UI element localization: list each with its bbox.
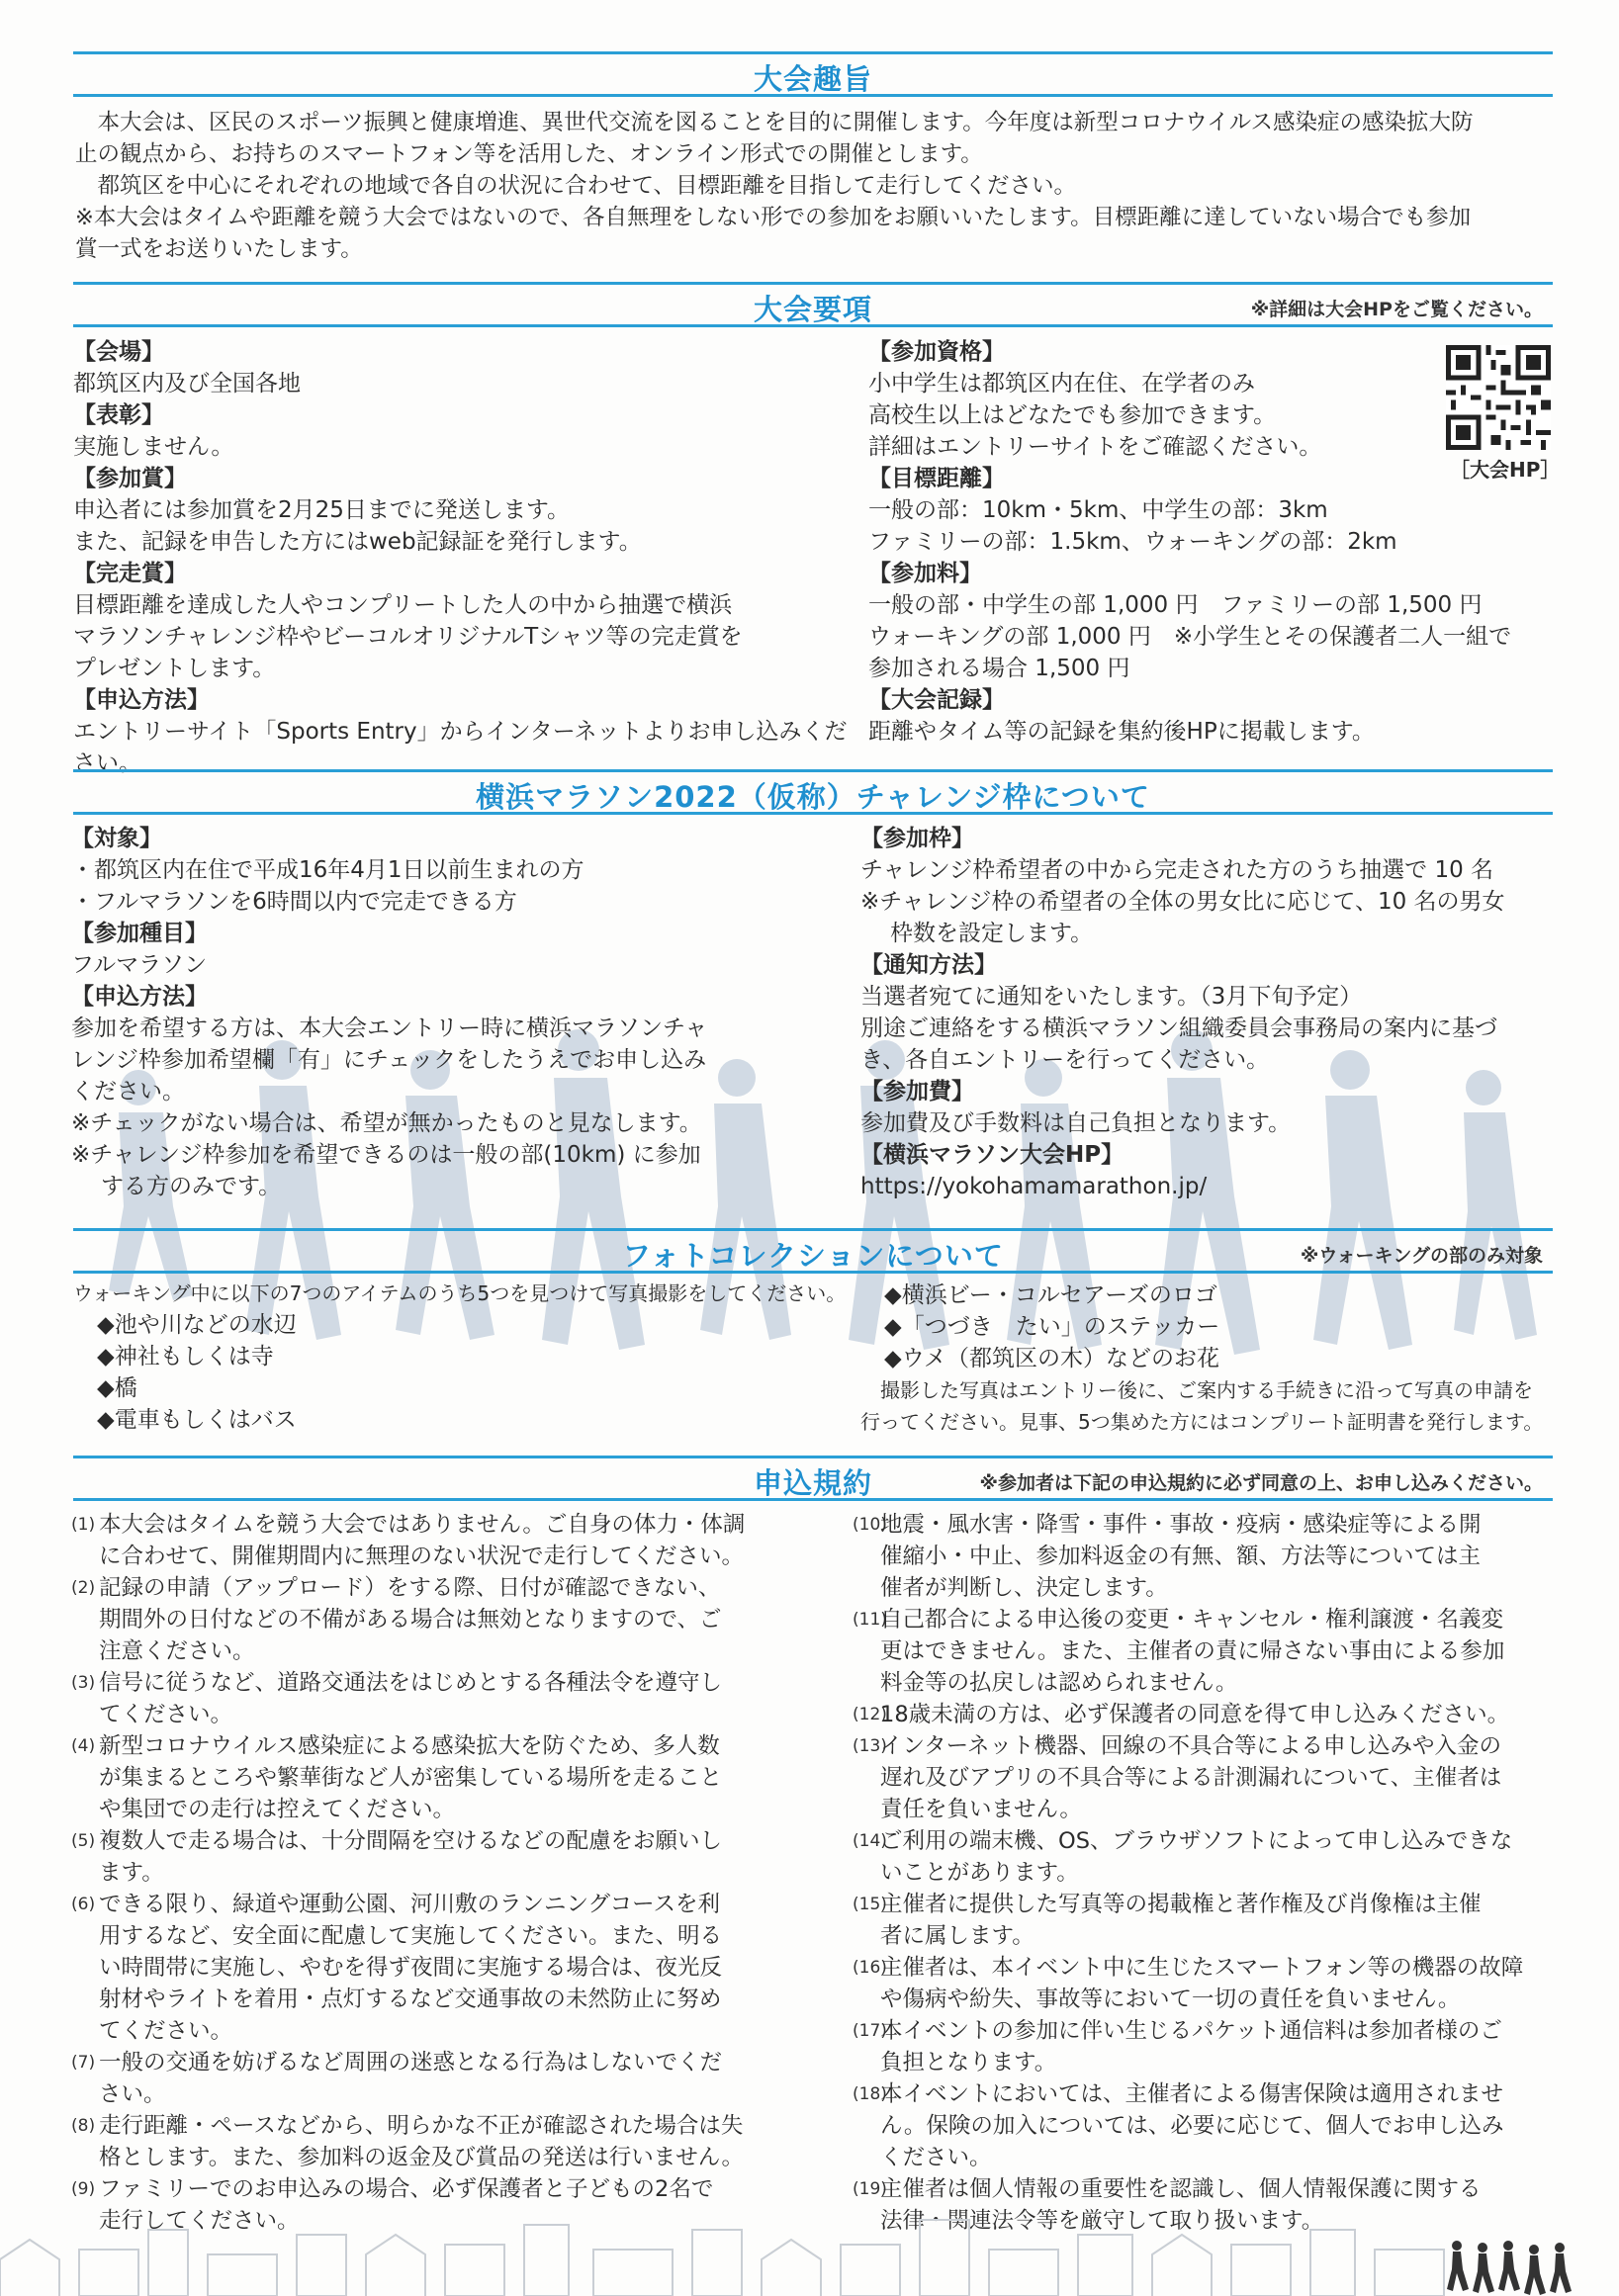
term-text: 催縮小・中止、参加料返金の有無、額、方法等については主 <box>880 1544 1482 1569</box>
section-header-outline <box>73 282 1553 327</box>
term-text: 本イベントにおいては、主催者による傷害保険は適用されませ <box>880 2081 1504 2107</box>
item-heading: 【完走賞】 <box>73 561 187 586</box>
term-number: (2) <box>71 1578 96 1598</box>
term-text: 遅れ及びアプリの不具合等による計測漏れについて、主催者は <box>880 1765 1502 1791</box>
item-text: 実施しません。 <box>73 434 234 460</box>
term-text: や傷病や紛失、事故等において一切の責任を負いません。 <box>880 1987 1461 2012</box>
term-number: (8) <box>71 2116 96 2136</box>
term-line <box>71 1572 783 1604</box>
term-line <box>71 2078 783 2110</box>
term-line <box>71 1730 783 1762</box>
term-number <box>853 1667 880 1699</box>
section-header-challenge <box>73 769 1553 815</box>
term-text: 地震・風水害・降雪・事件・事故・疫病・感染症等による開 <box>880 1512 1482 1538</box>
term-text: てください。 <box>99 1702 233 1727</box>
term-text: 複数人で走る場合は、十分間隔を空けるなどの配慮をお願いし <box>99 1828 723 1854</box>
item-heading: 【申込方法】 <box>73 687 210 713</box>
item-text: 別途ご連絡をする横浜マラソン組織委員会事務局の案内に基づ <box>860 1016 1497 1041</box>
term-text: い時間帯に実施し、やむを得ず夜間に実施する場合は、夜光反 <box>99 1955 723 1981</box>
term-number: (9) <box>71 2179 96 2199</box>
term-line <box>853 2142 1557 2173</box>
item-heading: 【参加枠】 <box>860 826 974 851</box>
term-number <box>71 1699 99 1730</box>
term-line <box>853 1604 1557 1635</box>
challenge-right-column <box>860 823 1573 1202</box>
term-text: 負担となります。 <box>880 2050 1057 2075</box>
purpose-text <box>75 107 1559 265</box>
term-number <box>71 1635 99 1667</box>
section-header-terms <box>73 1456 1553 1501</box>
item-heading: 【参加資格】 <box>868 339 1005 365</box>
term-number: (7) <box>71 2053 96 2073</box>
term-text: 責任を負いません。 <box>880 1797 1082 1822</box>
term-line <box>71 1889 783 1920</box>
section-title: 横浜マラソン2022（仮称）チャレンジ枠について <box>476 780 1150 814</box>
item-text: https://yokohamamarathon.jp/ <box>860 1174 1208 1199</box>
item-text: 詳細はエントリーサイトをご確認ください。 <box>868 434 1322 460</box>
item-text: エントリーサイト「Sports Entry」からインターネットよりお申し込みください。 <box>73 719 848 776</box>
photo-item: ◆横浜ビー・コルセアーズのロゴ <box>884 1282 1217 1308</box>
term-number: (11) <box>853 1610 887 1630</box>
term-line <box>853 1952 1557 1984</box>
item-text: ファミリーの部：1.5km、ウォーキングの部：2km <box>868 529 1397 555</box>
term-number <box>853 2110 880 2142</box>
term-number: (18) <box>853 2084 887 2104</box>
term-line <box>71 1952 783 1984</box>
term-text: 走行距離・ペースなどから、明らかな不正が確認された場合は失 <box>99 2113 744 2139</box>
term-text: 主催者は個人情報の重要性を認識し、個人情報保護に関する <box>880 2176 1482 2202</box>
term-number <box>853 1920 880 1952</box>
term-line <box>853 1857 1557 1889</box>
term-text: 走行してください。 <box>99 2208 300 2234</box>
terms-right-column <box>853 1509 1557 2237</box>
photo-item: ◆池や川などの水辺 <box>97 1312 297 1338</box>
term-text: 新型コロナウイルス感染症による感染拡大を防ぐため、多人数 <box>99 1733 720 1759</box>
item-text: 申込者には参加賞を2月25日までに発送します。 <box>73 497 571 523</box>
term-text: 本イベントの参加に伴い生じるパケット通信料は参加者様のご <box>880 2018 1502 2044</box>
term-number: (13) <box>853 1736 887 1756</box>
term-line <box>71 1635 783 1667</box>
term-text: 本大会はタイムを競う大会ではありません。ご自身の体力・体調 <box>99 1512 746 1538</box>
item-text: ウォーキングの部 1,000 円 ※小学生とその保護者二人一組で <box>868 624 1512 650</box>
item-heading: 【参加費】 <box>860 1079 974 1104</box>
term-line <box>853 1730 1557 1762</box>
item-heading: 【申込方法】 <box>71 984 208 1010</box>
photo-item: ◆電車もしくはバス <box>97 1407 297 1433</box>
term-text: 注意ください。 <box>99 1638 255 1664</box>
term-number <box>71 1920 99 1952</box>
term-line <box>853 1509 1557 1541</box>
term-line <box>71 2142 783 2173</box>
term-line <box>853 1794 1557 1825</box>
townscape-image <box>0 2200 1619 2296</box>
term-line <box>71 1762 783 1794</box>
term-text: 主催者は、本イベント中に生じたスマートフォン等の機器の故障 <box>880 1955 1524 1981</box>
term-line <box>853 2110 1557 2142</box>
item-heading: 【対象】 <box>71 826 162 851</box>
term-line <box>853 1920 1557 1952</box>
term-number: (1) <box>71 1515 96 1535</box>
term-line <box>853 2015 1557 2047</box>
qr-label: ［大会HP］ <box>1450 458 1561 482</box>
section-title: フォトコレクションについて <box>622 1239 1004 1273</box>
item-text: 小中学生は都筑区内在住、在学者のみ <box>868 371 1255 397</box>
challenge-left-column <box>71 823 862 1202</box>
term-number <box>71 2015 99 2047</box>
photo-instructions: 撮影した写真はエントリー後に、ご案内する手続きに沿って写真の申請を <box>860 1378 1533 1402</box>
section-note: ※ウォーキングの部のみ対象 <box>1300 1245 1543 1267</box>
term-text: 主催者に提供した写真等の掲載権と著作権及び肖像権は主催 <box>880 1892 1482 1917</box>
term-line <box>853 2047 1557 2078</box>
item-text: 当選者宛てに通知をいたします。（3月下旬予定） <box>860 984 1363 1010</box>
term-text: 自己都合による申込後の変更・キャンセル・権利譲渡・名義変 <box>880 1607 1504 1633</box>
outline-left-column <box>73 336 864 779</box>
text-line: 本大会は、区民のスポーツ振興と健康増進、異世代交流を図ることを目的に開催します。今年度は新型コロナウイルス感染症の感染拡大防 <box>75 110 1474 135</box>
term-text: 記録の申請（アップロード）をする際、日付が確認できない、 <box>99 1575 721 1601</box>
term-text: 一般の交通を妨げるなど周囲の迷惑となる行為はしないでくだ <box>99 2050 723 2075</box>
term-number: (5) <box>71 1831 96 1851</box>
term-line <box>71 1920 783 1952</box>
photo-instructions: 行ってください。見事、5つ集めた方にはコンプリート証明書を発行します。 <box>860 1410 1544 1434</box>
term-text: 射材やライトを着用・点灯するなど交通事故の未然防止に努め <box>99 1987 722 2012</box>
item-text: する方のみです。 <box>101 1174 282 1199</box>
item-text: 参加される場合 1,500 円 <box>868 656 1130 681</box>
term-number <box>71 1604 99 1635</box>
item-text: 一般の部・中学生の部 1,000 円 ファミリーの部 1,500 円 <box>868 592 1483 618</box>
term-number <box>853 1572 880 1604</box>
item-text: ・都筑区内在住で平成16年4月1日以前生まれの方 <box>71 857 585 883</box>
item-text: ※チェックがない場合は、希望が無かったものと見なします。 <box>71 1110 702 1136</box>
term-line <box>853 1635 1557 1667</box>
term-line <box>853 1889 1557 1920</box>
term-number <box>71 1984 99 2015</box>
term-text: ん。保険の加入については、必要に応じて、個人でお申し込み <box>880 2113 1504 2139</box>
term-number: (10) <box>853 1515 887 1535</box>
item-heading: 【横浜マラソン大会HP】 <box>860 1142 1124 1168</box>
term-number: (4) <box>71 1736 96 1756</box>
term-line <box>853 2078 1557 2110</box>
term-line <box>71 1604 783 1635</box>
term-number <box>71 1794 99 1825</box>
term-number: (15) <box>853 1895 887 1914</box>
term-text: 格とします。また、参加料の返金及び賞品の発送は行いません。 <box>99 2145 745 2170</box>
item-text: 高校生以上はどなたでも参加できます。 <box>868 402 1277 428</box>
term-text: できる限り、緑道や運動公園、河川敷のランニングコースを利 <box>99 1892 720 1917</box>
item-text: 参加を希望する方は、本大会エントリー時に横浜マラソンチャ <box>71 1016 708 1041</box>
photo-item: ◆「つづき たい」のステッカー <box>884 1314 1220 1340</box>
item-text: ※チャレンジ枠の希望者の全体の男女比に応じて、10 名の男女 <box>860 889 1505 915</box>
item-heading: 【参加賞】 <box>73 466 187 491</box>
term-number <box>853 2047 880 2078</box>
term-text: ファミリーでのお申込みの場合、必ず保護者と子どもの2名で <box>99 2176 714 2202</box>
section-note: ※詳細は大会HPをご覧ください。 <box>1250 299 1543 320</box>
term-line <box>71 2110 783 2142</box>
item-text: ・フルマラソンを6時間以内で完走できる方 <box>71 889 517 915</box>
term-text: 期間外の日付などの不備がある場合は無効となりますので、ご <box>99 1607 722 1633</box>
item-text: ください。 <box>71 1079 185 1104</box>
term-text: 法律・関連法令等を厳守して取り扱います。 <box>880 2208 1324 2234</box>
photo-right-column <box>860 1280 1573 1438</box>
section-title: 大会要項 <box>753 293 872 326</box>
term-number <box>71 2078 99 2110</box>
term-number <box>71 1857 99 1889</box>
term-text: いことがあります。 <box>880 1860 1079 1886</box>
item-text: 参加費及び手数料は自己負担となります。 <box>860 1110 1292 1136</box>
photo-left-column <box>73 1278 864 1436</box>
term-number: (14) <box>853 1831 887 1851</box>
term-line <box>71 1984 783 2015</box>
term-text: 更はできません。また、主催者の責に帰さない事由による参加 <box>880 1638 1505 1664</box>
term-line <box>853 1667 1557 1699</box>
photo-item: ◆橋 <box>97 1375 137 1401</box>
term-number: (17) <box>853 2021 887 2041</box>
term-number <box>71 1952 99 1984</box>
term-number <box>71 2142 99 2173</box>
term-line <box>853 1762 1557 1794</box>
item-heading: 【通知方法】 <box>860 952 997 978</box>
term-line <box>71 1541 783 1572</box>
terms-left-column <box>71 1509 783 2237</box>
term-text: 用するなど、安全面に配慮して実施してください。また、明る <box>99 1923 723 1949</box>
term-line <box>853 1541 1557 1572</box>
term-line <box>71 1699 783 1730</box>
item-heading: 【目標距離】 <box>868 466 1005 491</box>
term-text: てください。 <box>99 2018 233 2044</box>
item-heading: 【参加種目】 <box>71 921 208 946</box>
term-line <box>853 1825 1557 1857</box>
item-text: マラソンチャレンジ枠やビーコルオリジナルTシャツ等の完走賞を <box>73 624 743 650</box>
term-number <box>853 1762 880 1794</box>
term-line <box>71 1825 783 1857</box>
term-number: (16) <box>853 1958 887 1978</box>
section-title: 申込規約 <box>753 1466 872 1500</box>
term-text: ください。 <box>880 2145 992 2170</box>
term-text: インターネット機器、回線の不具合等による申し込みや入金の <box>880 1733 1501 1759</box>
item-text: チャレンジ枠希望者の中から完走された方のうち抽選で 10 名 <box>860 857 1494 883</box>
term-number: (3) <box>71 1673 96 1693</box>
term-text: が集まるところや繁華街など人が密集している場所を走ること <box>99 1765 723 1791</box>
term-line <box>71 2015 783 2047</box>
term-line <box>71 2047 783 2078</box>
term-text: 催者が判断し、決定します。 <box>880 1575 1168 1601</box>
term-line <box>853 1699 1557 1730</box>
term-number <box>853 1857 880 1889</box>
term-number <box>853 1984 880 2015</box>
item-heading: 【参加料】 <box>868 561 982 586</box>
photo-item: ◆ウメ（都筑区の木）などのお花 <box>884 1346 1219 1371</box>
text-line: 都筑区を中心にそれぞれの地域で各自の状況に合わせて、目標距離を目指して走行してください。 <box>75 173 1077 199</box>
photo-intro: ウォーキング中に以下の7つのアイテムのうち5つを見つけて写真撮影をしてください。 <box>73 1281 847 1305</box>
term-text: さい。 <box>99 2081 166 2107</box>
term-text: 料金等の払戻しは認められません。 <box>880 1670 1238 1696</box>
item-text: また、記録を申告した方にはweb記録証を発行します。 <box>73 529 642 555</box>
term-line <box>853 1984 1557 2015</box>
text-line: 賞一式をお送りいたします。 <box>75 236 363 262</box>
term-text: 者に属します。 <box>880 1923 1034 1949</box>
item-text: ※チャレンジ枠参加を希望できるのは一般の部(10km) に参加 <box>71 1142 701 1168</box>
term-text: に合わせて、開催期間内に無理のない状況で走行してください。 <box>99 1544 745 1569</box>
term-line <box>71 1509 783 1541</box>
item-text: き、各自エントリーを行ってください。 <box>860 1047 1270 1073</box>
term-line <box>71 1857 783 1889</box>
qr-code[interactable] <box>1446 345 1551 450</box>
term-number: (19) <box>853 2179 887 2199</box>
photo-item: ◆神社もしくは寺 <box>97 1344 274 1369</box>
section-header-purpose <box>73 51 1553 97</box>
term-number: (12) <box>853 1705 887 1724</box>
term-number: (6) <box>71 1895 96 1914</box>
text-line: ※本大会はタイムや距離を競う大会ではないので、各自無理をしない形での参加をお願いいたします。目標距離に達していない場合でも参加 <box>75 205 1472 230</box>
item-text: フルマラソン <box>71 952 208 978</box>
item-text: 都筑区内及び全国各地 <box>73 371 301 397</box>
item-text: 一般の部：10km・5km、中学生の部：3km <box>868 497 1328 523</box>
section-header-photo <box>73 1228 1553 1274</box>
term-number <box>853 2142 880 2173</box>
term-text: ます。 <box>99 1860 164 1886</box>
item-text: 枠数を設定します。 <box>890 921 1094 946</box>
item-heading: 【会場】 <box>73 339 164 365</box>
term-number <box>71 1762 99 1794</box>
term-text: ご利用の端末機、OS、ブラウザソフトによって申し込みできな <box>880 1828 1513 1854</box>
term-line <box>853 1572 1557 1604</box>
term-text: や集団での走行は控えてください。 <box>99 1797 456 1822</box>
term-number <box>853 1541 880 1572</box>
term-number <box>71 1541 99 1572</box>
item-text: レンジ枠参加希望欄「有」にチェックをしたうえでお申し込み <box>71 1047 707 1073</box>
term-line <box>71 1667 783 1699</box>
term-number <box>853 1635 880 1667</box>
item-text: プレゼントします。 <box>73 656 276 681</box>
item-text: 目標距離を達成した人やコンプリートした人の中から抽選で横浜 <box>73 592 733 618</box>
section-note: ※参加者は下記の申込規約に必ず同意の上、お申し込みください。 <box>979 1472 1543 1494</box>
item-heading: 【大会記録】 <box>868 687 1005 713</box>
term-line <box>71 1794 783 1825</box>
text-line: 止の観点から、お持ちのスマートフォン等を活用した、オンライン形式での開催とします。 <box>75 141 983 167</box>
item-heading: 【表彰】 <box>73 402 164 428</box>
term-text: 18歳未満の方は、必ず保護者の同意を得て申し込みください。 <box>880 1702 1510 1727</box>
item-text: 距離やタイム等の記録を集約後HPに掲載します。 <box>868 719 1375 745</box>
term-text: 信号に従うなど、道路交通法をはじめとする各種法令を遵守し <box>99 1670 723 1696</box>
section-title: 大会趣旨 <box>753 62 872 96</box>
term-number <box>853 1794 880 1825</box>
